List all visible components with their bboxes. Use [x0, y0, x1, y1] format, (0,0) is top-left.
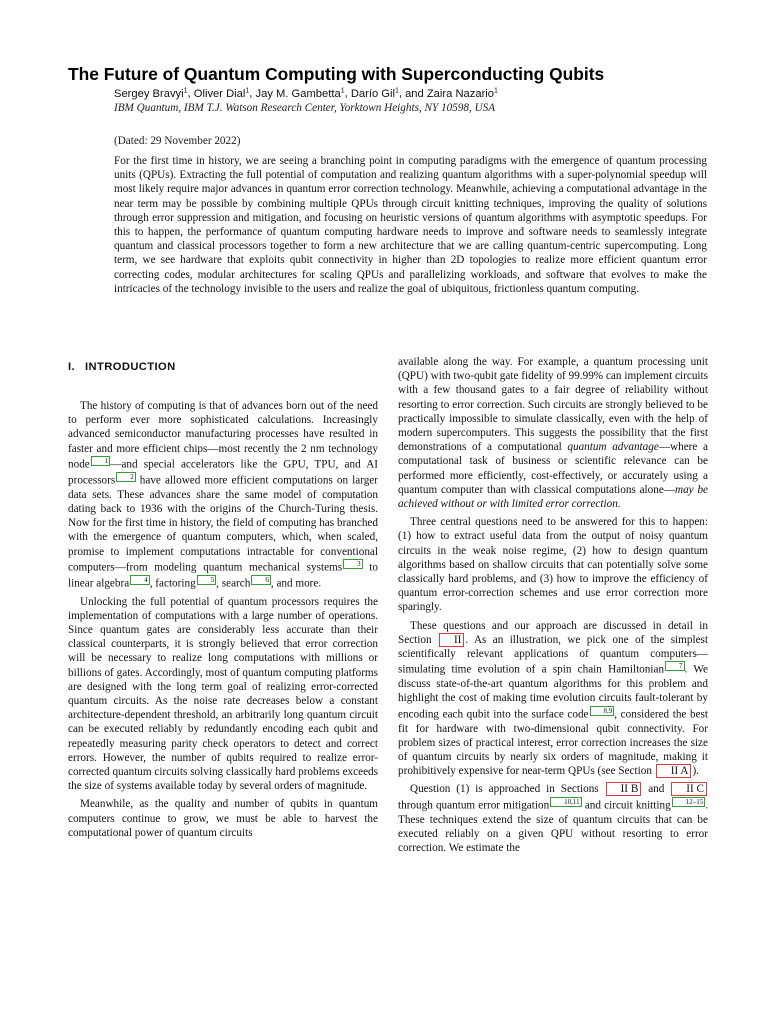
- emphasized-text: may be achieved without or with limited error correction: [398, 483, 709, 511]
- paper-title: The Future of Quantum Computing with Superconducting Qubits: [68, 64, 605, 84]
- author-affiliation-mark: 1: [183, 87, 188, 94]
- citation-link[interactable]: 1: [91, 456, 111, 466]
- author-list: Sergey Bravyi$^1$, Oliver Dial$^1$, Jay M. Gambetta$^1$, Darío Gil$^1$, and Zaira Nazario$^1$: [114, 87, 498, 100]
- paragraph: Unlocking the full potential of quantum processors requires the implementation of computations with a large number of operations. Since quantum gates are considerably less accurate than their classical counterparts, it is strongly believed that error correction will be necessary to realize long computations with millions or billions of gates. Accordingly, most of quantum computing platforms are designed with the long term goal of realizing error-corrected quantum circuits. As the noise rate decreases below a constant architecture-dependent threshold, an arbitrarily long quantum circuit can be executed reliably by redundantly encoding each qubit and repeatedly measuring parity check operators to detect and correct errors. However, the number of qubits required to realize error-corrected quantum circuits solving classically hard problems exceeds the size of systems available today by several orders of magnitude.: [68, 595, 378, 793]
- author-name: and Zaira Nazario$^1$: [405, 87, 498, 100]
- citation-link[interactable]: 12–15: [672, 797, 706, 807]
- citation-link[interactable]: 10,11: [550, 797, 582, 807]
- author-affiliation-mark: 1: [340, 87, 345, 94]
- author-affiliation-mark: 1: [494, 87, 498, 94]
- citation-link[interactable]: 7: [665, 661, 685, 671]
- citation-link[interactable]: 8,9: [590, 706, 615, 716]
- affiliation: IBM Quantum, IBM T.J. Watson Research Center, Yorktown Heights, NY 10598, USA: [114, 102, 496, 114]
- section-heading: [68, 360, 378, 374]
- citation-link[interactable]: 6: [251, 575, 271, 585]
- paragraph: These questions and our approach are discussed in detail in Section II . As an illustration, we pick one of the simplest scientifically relevant applications of quantum computers—simulating time evolution of a spin chain Hamiltonian 7 . We discuss state-of-the-art quantum algorithms for this problem and highlight the cost of making time evolution circuits fault-tolerant by encoding each qubit into the surface code 8,9 , considered the best fit for hardware with two-dimensional qubit connectivity. For problem sizes of practical interest, error correction increases the size of quantum circuits by nearly six orders of magnitude, making it prohibitively expensive for near-term QPUs (see Section II A ).: [398, 619, 708, 778]
- citation-link[interactable]: 4: [130, 575, 150, 585]
- section-reference-link[interactable]: II: [439, 633, 464, 647]
- left-column: [68, 355, 378, 840]
- citation-link[interactable]: 3: [343, 559, 363, 569]
- section-title: INTRODUCTION: [85, 361, 176, 373]
- section-reference-link[interactable]: II A: [656, 764, 692, 778]
- paragraph: Question (1) is approached in Sections II B and II C through quantum error mitigation 10,11 and circuit knitting 12–15 . These techniques extend the size of quantum circuits that can be executed reliably on a given QPU without resorting to error correction. We estimate the: [398, 783, 708, 854]
- author-name: Sergey Bravyi$^1$: [114, 87, 188, 100]
- author-affiliation-mark: 1: [245, 87, 250, 94]
- paragraph: Three central questions need to be answered for this to happen: (1) how to extract useful data from the output of noisy quantum circuits in the weak noise regime, (2) how to design quantum algorithms based on shallow circuits that can potentially solve some classically hard problems, and (3) how to improve the efficiency of quantum error-correction schemes and use error correction more sparingly.: [398, 516, 708, 614]
- section-reference-link[interactable]: II C: [671, 782, 707, 796]
- emphasized-text: quantum advantage: [567, 441, 659, 454]
- citation-link[interactable]: 2: [116, 472, 136, 482]
- paragraph: The history of computing is that of advances born out of the need to perform ever more sophisticated calculations. Increasingly advanced semiconductor manufacturing processes have resulted in faster and more efficient chips—most recently the 2 nm technology node 1 —and special accelerators like the GPU, TPU, and AI processors 2 have allowed more efficient computations on larger data sets. These advances share the same model of computation dating back to 1936 with the origins of the Church-Turing thesis. Now for the first time in history, the field of computing has branched with the emergence of quantum computers, which, when scaled, promise to implement computations intractable for conventional computers—from modeling quantum mechanical systems 3 to linear algebra 4 , factoring 5 , search 6 , and more.: [68, 400, 379, 590]
- section-reference-link[interactable]: II B: [606, 782, 642, 796]
- author-affiliation-mark: 1: [394, 87, 399, 94]
- paragraph: Meanwhile, as the quality and number of qubits in quantum computers continue to grow, we must be able to harvest the computational power of quantum circuits: [68, 798, 378, 839]
- abstract: For the first time in history, we are seeing a branching point in computing paradigms with the emergence of quantum processing units (QPUs). Extracting the full potential of computation and realizing quantum algorithms with a super-polynomial speedup will most likely require major advances in quantum error correction technology. Meanwhile, achieving a computational advantage in the near term may be possible by combining multiple QPUs through circuit knitting techniques, improving the quality of solutions through error suppression and mitigation, and focusing on heuristic versions of quantum algorithms with asymptotic speedups. For this to happen, the performance of quantum computing hardware needs to improve and software needs to seamlessly integrate quantum and classical processors together to form a new architecture that we are calling quantum-centric supercomputing. Long term, we see hardware that exploits qubit connectivity in higher than 2D topologies to realize more efficient quantum error correcting codes, modular architectures for scaling QPUs and parallelizing workloads, and software that evolves to make the intricacies of the technology invisible to the users and realize the goal of ubiquitous, frictionless quantum computing.: [114, 155, 707, 295]
- author-name: Darío Gil$^1$: [350, 87, 399, 100]
- dated-line: (Dated: 29 November 2022): [114, 135, 241, 147]
- paragraph: available along the way. For example, a quantum processing unit (QPU) with two-qubit gate fidelity of 99.99% can implement circuits with a few thousand gates to a fair degree of reliability without resorting to error correction. Such circuits are strongly believed to be practically impossible to simulate classically, even with the help of modern supercomputers. This suggests the possibility that the first demonstrations of a computational quantum advantage—where a computational task of business or scientific relevance can be performed more efficiently, cost-effectively, or accurately using a quantum computer than with classical computations alone—may be achieved without or with limited error correction.: [398, 356, 709, 511]
- section-number: I.: [68, 361, 76, 373]
- citation-link[interactable]: 5: [197, 575, 217, 585]
- right-column: [398, 355, 708, 855]
- author-name: Oliver Dial$^1$: [193, 87, 250, 100]
- author-name: Jay M. Gambetta$^1$: [255, 87, 345, 100]
